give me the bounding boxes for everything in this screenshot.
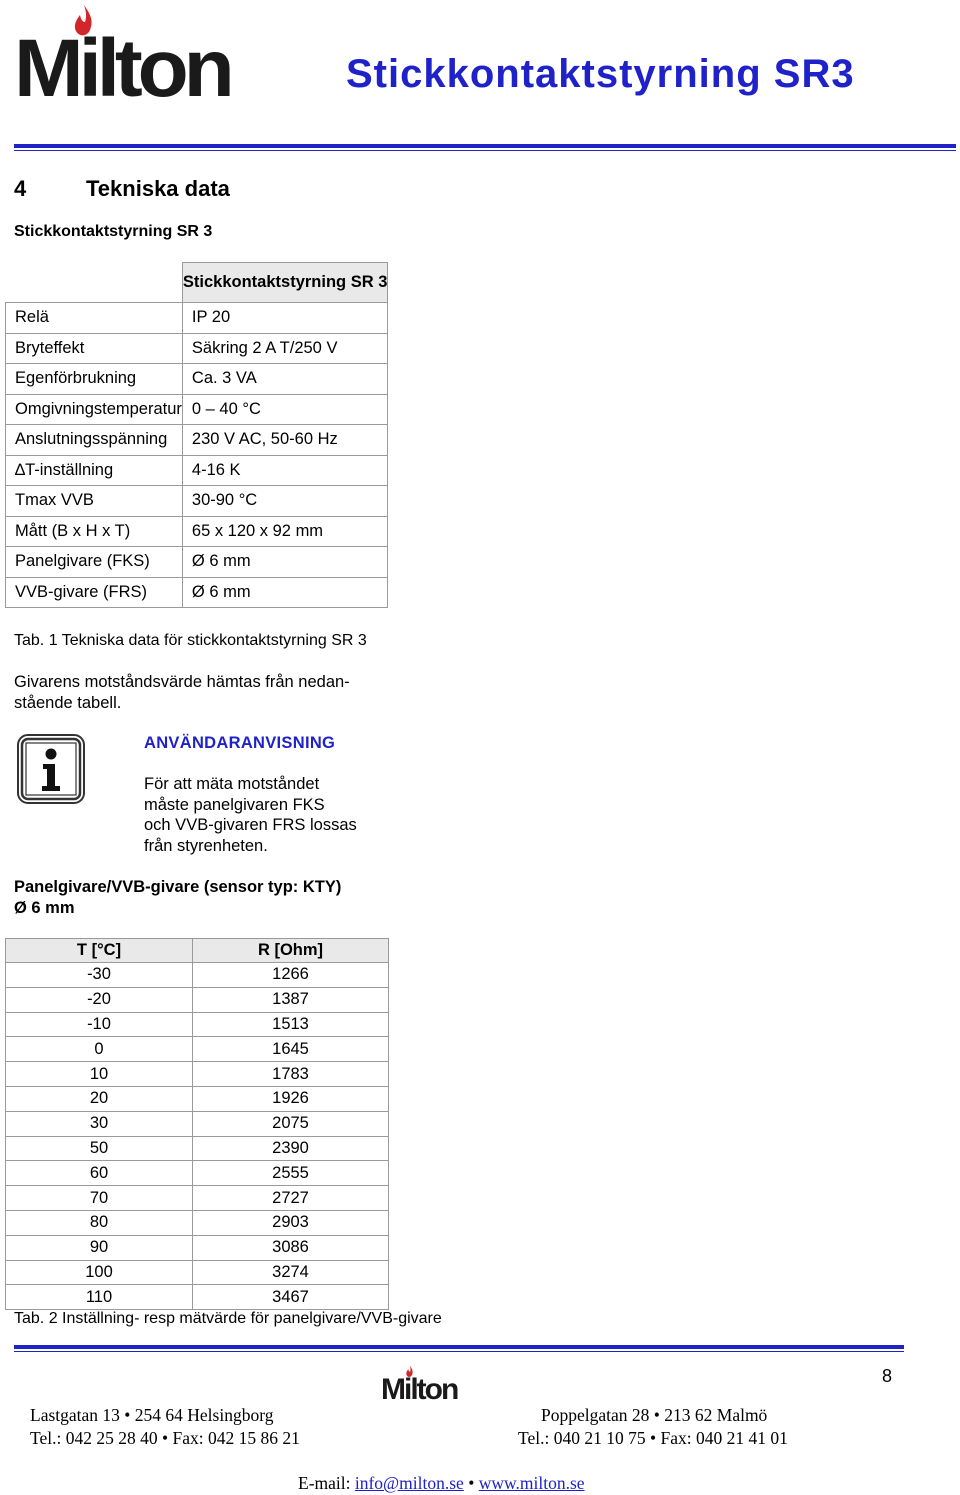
document-title: Stickkontaktstyrning SR3 (346, 52, 855, 96)
note-line: och VVB-givaren FRS lossas (144, 816, 357, 834)
spec-value: IP 20 (182, 303, 387, 334)
intro-paragraph (14, 672, 414, 714)
footer-divider (14, 1345, 904, 1349)
table-1-caption: Tab. 1 Tekniska data för stickkontaktstyrning SR 3 (14, 632, 367, 649)
table-row (6, 1260, 389, 1285)
footer-left-address: Lastgatan 13 • 254 64 Helsingborg (30, 1405, 274, 1425)
spec-value: Ø 6 mm (182, 577, 387, 608)
table-row (6, 364, 388, 395)
resistance-cell: 1783 (193, 1062, 389, 1087)
resistance-cell: 1645 (193, 1037, 389, 1062)
table-row (6, 1012, 389, 1037)
table-row (6, 333, 388, 364)
spec-label: Anslutningsspänning (6, 425, 183, 456)
footer-right-address: Poppelgatan 28 • 213 62 Malmö (541, 1405, 768, 1425)
sensor-diameter: Ø 6 mm (14, 899, 75, 917)
temperature-cell: 50 (6, 1136, 193, 1161)
table-row (6, 547, 388, 578)
temperature-cell: -10 (6, 1012, 193, 1037)
spec-value: 65 x 120 x 92 mm (182, 516, 387, 547)
spec-value: 230 V AC, 50-60 Hz (182, 425, 387, 456)
table-row (6, 394, 388, 425)
table-row (6, 1210, 389, 1235)
table-row (6, 455, 388, 486)
page-number: 8 (882, 1366, 893, 1386)
spec-label: Panelgivare (FKS) (6, 547, 183, 578)
footer-right-phone: Tel.: 040 21 10 75 • Fax: 040 21 41 01 (518, 1428, 788, 1448)
resistance-cell: 1266 (193, 963, 389, 988)
table-row (6, 1186, 389, 1211)
spec-label: Tmax VVB (6, 486, 183, 517)
temperature-cell: 80 (6, 1210, 193, 1235)
footer-contact (298, 1473, 585, 1494)
section-title: Tekniska data (86, 176, 230, 201)
table-2-caption: Tab. 2 Inställning- resp mätvärde för panelgivare/VVB-givare (14, 1310, 442, 1327)
note-line: måste panelgivaren FKS (144, 795, 325, 814)
email-link[interactable]: info@milton.se (354, 1473, 464, 1493)
table-row (6, 1136, 389, 1161)
logo-wordmark: Milton (14, 23, 230, 114)
temperature-cell: -30 (6, 963, 193, 988)
spec-label: ∆T-inställning (6, 455, 183, 486)
temperature-cell: 70 (6, 1186, 193, 1211)
temperature-cell: 30 (6, 1111, 193, 1136)
resistance-cell: 1387 (193, 987, 389, 1012)
table-row (6, 1037, 389, 1062)
sensor-heading (14, 877, 341, 919)
spec-label: Bryteffekt (6, 333, 183, 364)
table-row (6, 1161, 389, 1186)
table-row (6, 1111, 389, 1136)
email-label: E-mail: (298, 1473, 351, 1493)
resistance-cell: 1513 (193, 1012, 389, 1037)
spec-value: 30-90 °C (182, 486, 387, 517)
footer-logo (381, 1365, 475, 1405)
milton-logo (14, 4, 236, 114)
spec-label: Mått (B x H x T) (6, 516, 183, 547)
info-icon (16, 733, 86, 805)
resistance-cell: 2727 (193, 1186, 389, 1211)
temperature-cell: 0 (6, 1037, 193, 1062)
footer-logo-wordmark: Milton (381, 1373, 458, 1406)
sensor-type: Panelgivare/VVB-givare (sensor typ: KTY) (14, 878, 342, 896)
spec-value: 4-16 K (182, 455, 387, 486)
website-link[interactable]: www.milton.se (478, 1473, 585, 1493)
table-row (6, 486, 388, 517)
table-row (6, 987, 389, 1012)
temperature-cell: 10 (6, 1062, 193, 1087)
spec-table-header: Stickkontaktstyrning SR 3 (182, 263, 387, 303)
footer-left-phone: Tel.: 042 25 28 40 • Fax: 042 15 86 21 (30, 1428, 300, 1448)
spec-label: Omgivningstemperatur (6, 394, 183, 425)
section-number: 4 (14, 176, 27, 201)
resistance-table-header-row (6, 939, 389, 963)
table-row (6, 963, 389, 988)
spec-value: 0 – 40 °C (182, 394, 387, 425)
resistance-cell: 2555 (193, 1161, 389, 1186)
spec-table-corner (6, 263, 183, 303)
table-row (6, 425, 388, 456)
note-title: ANVÄNDARANVISNING (144, 734, 336, 752)
table-row (6, 1285, 389, 1310)
resistance-cell: 3086 (193, 1235, 389, 1260)
table-row (6, 1062, 389, 1087)
note-text (144, 774, 404, 856)
spec-label: VVB-givare (FRS) (6, 577, 183, 608)
temperature-cell: 90 (6, 1235, 193, 1260)
temperature-cell: 110 (6, 1285, 193, 1310)
table-row (6, 1235, 389, 1260)
note-line: från styrenheten. (144, 836, 268, 855)
temperature-cell: -20 (6, 987, 193, 1012)
footer-bullet: • (468, 1473, 475, 1493)
paragraph-line: Givarens motståndsvärde hämtas från nedan- (14, 673, 350, 691)
resistance-table (5, 938, 389, 1310)
column-header-resistance: R [Ohm] (193, 939, 389, 963)
resistance-cell: 3467 (193, 1285, 389, 1310)
spec-value: Säkring 2 A T/250 V (182, 333, 387, 364)
section-subtitle: Stickkontaktstyrning SR 3 (14, 223, 213, 240)
spec-table-header-row (6, 263, 388, 303)
spec-value: Ø 6 mm (182, 547, 387, 578)
spec-table (5, 262, 388, 608)
spec-value: Ca. 3 VA (182, 364, 387, 395)
table-row (6, 577, 388, 608)
resistance-cell: 2075 (193, 1111, 389, 1136)
spec-label: Egenförbrukning (6, 364, 183, 395)
resistance-cell: 2390 (193, 1136, 389, 1161)
resistance-cell: 3274 (193, 1260, 389, 1285)
table-row (6, 1086, 389, 1111)
column-header-temperature: T [°C] (6, 939, 193, 963)
resistance-cell: 1926 (193, 1086, 389, 1111)
table-row (6, 516, 388, 547)
header-divider (14, 144, 956, 148)
spec-label: Relä (6, 303, 183, 334)
table-row (6, 303, 388, 334)
paragraph-line: stående tabell. (14, 694, 122, 712)
section-heading (14, 176, 230, 202)
temperature-cell: 20 (6, 1086, 193, 1111)
resistance-cell: 2903 (193, 1210, 389, 1235)
temperature-cell: 100 (6, 1260, 193, 1285)
note-line: För att mäta motståndet (144, 775, 320, 793)
temperature-cell: 60 (6, 1161, 193, 1186)
